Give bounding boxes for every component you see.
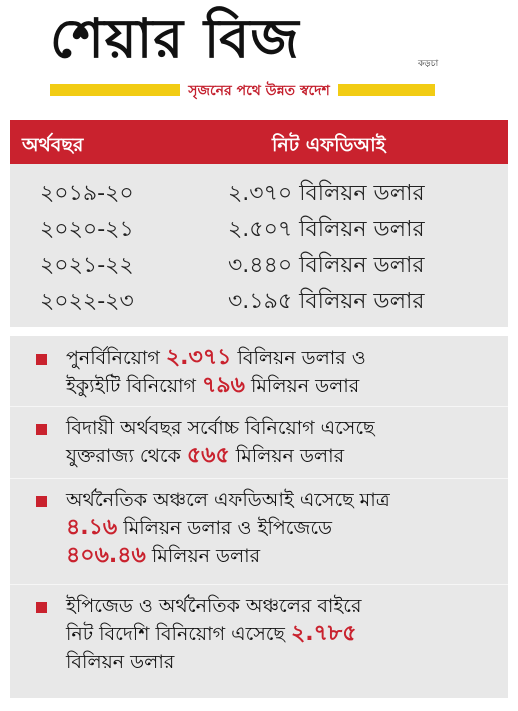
bullet-square-icon [36, 354, 47, 365]
row-value: ২.৩৭০ বিলিয়ন ডলার [228, 181, 425, 206]
bullet-text [66, 414, 496, 470]
bullet-text [66, 344, 496, 400]
row-value: ৩.৪৪০ বিলিয়ন ডলার [228, 253, 425, 278]
logo-subtext: কড়চা [418, 59, 439, 69]
bullet-text-part: বিলিয়ন ডলার [66, 651, 175, 673]
highlight-figure: ৪০৬.৪৬ [66, 543, 146, 568]
row-value: ২.৫০৭ বিলিয়ন ডলার [228, 217, 425, 242]
bullet-square-icon [36, 602, 47, 613]
table-row [10, 172, 508, 208]
table-row [10, 208, 508, 244]
header-net-fdi: নিট এফডিআই [272, 134, 386, 156]
table-header [10, 120, 508, 164]
header-fiscal-year: অর্থবছর [22, 134, 84, 156]
divider [10, 584, 508, 585]
row-year: ২০২২-২৩ [40, 289, 134, 314]
fdi-table [10, 120, 508, 327]
bullet-text-part: অর্থনৈতিক অঞ্চলে এফডিআই এসেছে মাত্র [66, 489, 390, 511]
row-year: ২০১৯-২০ [40, 181, 134, 206]
bullet-text-part: পুনর্বিনিয়োগ [66, 347, 166, 369]
highlight-figure: ৪.১৬ [66, 515, 118, 540]
table-row [10, 244, 508, 280]
logo: শেয়ার বিজ [50, 6, 300, 70]
bullet-text [66, 486, 496, 570]
masthead [0, 0, 518, 108]
bullet-text-part: বিদায়ী অর্থবছর সর্বোচ্চ বিনিয়োগ এসেছে [66, 417, 375, 439]
table-row [10, 280, 508, 316]
bullet-text-part: ইপিজেড ও অর্থনৈতিক অঞ্চলের বাইরে [66, 595, 362, 617]
row-value: ৩.১৯৫ বিলিয়ন ডলার [228, 289, 425, 314]
bullet-text-part: যুক্তরাজ্য থেকে [66, 445, 187, 467]
bullet-text-part: ইক্যুইটি বিনিয়োগ [66, 375, 203, 397]
tagline-text: সৃজনের পথে উন্নত স্বদেশ [180, 83, 337, 99]
divider [10, 478, 508, 479]
key-points [10, 336, 508, 698]
row-year: ২০২১-২২ [40, 253, 134, 278]
tagline [0, 79, 518, 103]
highlight-figure: ২.৭৮৫ [290, 621, 357, 646]
bullet-text-part: মিলিয়ন ডলার [244, 375, 360, 397]
highlight-figure: ৭৯৬ [202, 373, 245, 398]
bullet-text-part: বিলিয়ন ডলার ও [231, 347, 366, 369]
bullet-text-part: নিট বিদেশি বিনিয়োগ এসেছে [66, 623, 291, 645]
bullet-text-part: মিলিয়ন ডলার [229, 445, 345, 467]
divider [10, 406, 508, 407]
highlight-figure: ৫৬৫ [186, 443, 230, 468]
bullet-text-part: মিলিয়ন ডলার ও ইপিজেডে [117, 517, 333, 539]
bullet-square-icon [36, 424, 47, 435]
bullet-square-icon [36, 496, 47, 507]
row-year: ২০২০-২১ [40, 217, 134, 242]
bullet-text [66, 592, 496, 676]
highlight-figure: ২.৩৭১ [165, 345, 232, 370]
bullet-text-part: মিলিয়ন ডলার [145, 545, 261, 567]
